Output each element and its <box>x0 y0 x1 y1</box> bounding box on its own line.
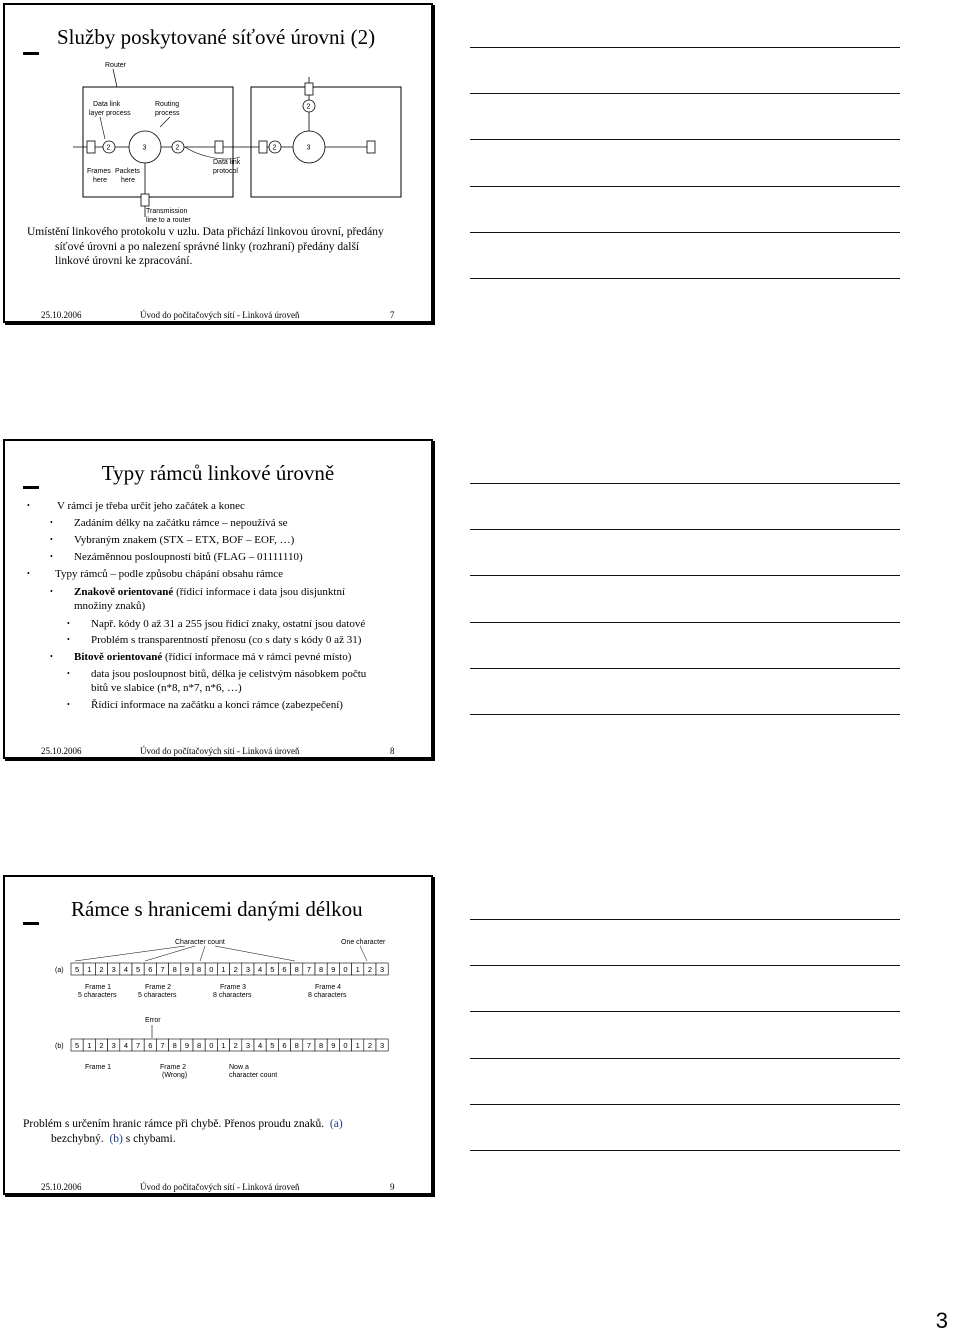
frame-cell-value: 1 <box>221 1041 226 1050</box>
svg-text:8 characters: 8 characters <box>213 992 252 999</box>
svg-text:5 characters: 5 characters <box>138 992 177 999</box>
frame-cell-value: 2 <box>367 1041 372 1050</box>
svg-text:protocol: protocol <box>213 168 238 175</box>
frame-cell-value: 1 <box>355 1041 360 1050</box>
svg-text:Frame 1: Frame 1 <box>85 1064 112 1071</box>
frame-cell-value: 7 <box>160 1041 165 1050</box>
slide-9: Rámce s hranicemi danými délkou Character count One character (a) (b) 5 1 2 3 4 5 6 7 8 9 8 0 1 2 3 4 5 6 8 7 8 9 0 1 2 3 5 1 2 3 4 7 6 7 8 9 8 0 1 2 3 4 5 6 8 7 8 9 0 1 2 3 Frame 1 5 characters Frame 2 5 characters Frame 3 8 characters Frame 4 8 characters Error Frame 1 Frame 2 (Wrong) Now a character count Problém s určením hranic rámce při chybě. Přenos proudu znaků. (a) bezchybný. (b) s chybami. 25.10.2006 Úvod do počítačových sítí - Linková úroveň 9 <box>3 875 433 1195</box>
frame-cell-value: 2 <box>233 1041 238 1050</box>
svg-text:Transmission: Transmission <box>146 208 188 215</box>
svg-text:(Wrong): (Wrong) <box>162 1072 188 1079</box>
frame-cell-value: 3 <box>380 1041 385 1050</box>
frame-cell-value: 5 <box>136 965 141 974</box>
frame-cell-value: 9 <box>184 965 189 974</box>
frame-cell-value: 4 <box>258 965 263 974</box>
svg-text:5 characters: 5 characters <box>78 992 117 999</box>
frame-cell-value: 3 <box>245 1041 250 1050</box>
svg-text:3: 3 <box>142 144 147 152</box>
svg-text:layer process: layer process <box>89 110 131 117</box>
title-accent <box>23 922 39 925</box>
svg-text:character count: character count <box>229 1072 278 1079</box>
svg-text:Character count: Character count <box>175 939 225 946</box>
caption: Problém s určením hranic rámce při chybě. Přenos proudu znaků. (a) bezchybný. (b) s chybami. <box>23 1118 343 1145</box>
frame-cell-value: 3 <box>111 1041 116 1050</box>
frame-cell-value: 8 <box>172 965 177 974</box>
frame-cell-value: 8 <box>319 965 324 974</box>
frame-cell-value: 5 <box>75 965 80 974</box>
frame-cell-value: 7 <box>306 1041 311 1050</box>
page-number: 3 <box>935 1308 948 1333</box>
slide-title: Služby poskytované síťové úrovni (2) <box>57 25 376 49</box>
svg-text:here: here <box>121 177 136 184</box>
frame-cell-value: 9 <box>184 1041 189 1050</box>
frame-cell-value: 2 <box>367 965 372 974</box>
frame-cell-value: 0 <box>209 1041 214 1050</box>
svg-text:Frame 2: Frame 2 <box>145 984 172 991</box>
svg-text:process: process <box>155 110 180 117</box>
frame-cell-value: 6 <box>148 1041 153 1050</box>
frame-row-b <box>71 1039 388 1051</box>
frame-cell-value: 0 <box>209 965 214 974</box>
svg-text:Frame 4: Frame 4 <box>315 984 342 991</box>
svg-text:(b): (b) <box>55 1043 64 1050</box>
svg-text:Data link: Data link <box>93 101 121 108</box>
slide-8: Typy rámců linkové úrovně • V rámci je třeba určit jeho začátek a konec • Zadáním délky na začátku rámce – nepoužívá se • Vybraným znakem (STX – ETX, BOF – EOF, …) • Nezáměnnou posloupností bitů (FLAG – 01111110) • Typy rámců – podle způsobu chápání obsahu rámce • Znakově orientované (řídicí informace i data jsou disjunktní množiny znaků) • Např. kódy 0 až 31 a 255 jsou řídicí znaky, ostatní jsou datové • Problém s transparentností přenosu (co s daty s kódy 0 až 31) • Bitově orientované (řídicí informace má v rámci pevné místo) • data jsou posloupnost bitů, délka je celistvým násobkem počtu bitů ve slabice (n*8, n*7, n*6, …) • Řídicí informace na začátku a konci rámce (zabezpečení) 25.10.2006 Úvod do počítačových sítí - Linková úroveň 8 <box>3 439 433 759</box>
frame-cell-value: 8 <box>172 1041 177 1050</box>
svg-text:Frame 2: Frame 2 <box>160 1064 187 1071</box>
frame-cell-value: 6 <box>148 965 153 974</box>
svg-text:line to a router: line to a router <box>146 217 191 224</box>
frame-cell-value: 8 <box>294 1041 299 1050</box>
frame-cell-value: 2 <box>99 965 104 974</box>
svg-text:2: 2 <box>272 144 277 152</box>
title-accent <box>23 486 39 489</box>
frame-cell-value: 3 <box>245 965 250 974</box>
frame-cell-value: 4 <box>123 965 128 974</box>
svg-text:Error: Error <box>145 1017 161 1024</box>
frame-cell-value: 2 <box>233 965 238 974</box>
slide-title: Typy rámců linkové úrovně <box>101 461 335 485</box>
svg-text:Now a: Now a <box>229 1064 249 1071</box>
svg-text:Routing: Routing <box>155 101 180 108</box>
frame-length-diagram <box>15 935 415 1085</box>
svg-text:8 characters: 8 characters <box>308 992 347 999</box>
router-diagram <box>75 57 455 224</box>
frame-cell-value: 5 <box>270 1041 275 1050</box>
svg-text:Packets: Packets <box>115 168 140 175</box>
frame-cell-value: 1 <box>87 965 92 974</box>
frame-row-a <box>71 963 388 975</box>
svg-text:Frames: Frames <box>87 168 111 175</box>
frame-cell-value: 5 <box>270 965 275 974</box>
frame-cell-value: 0 <box>343 1041 348 1050</box>
frame-cell-value: 0 <box>343 965 348 974</box>
frame-cell-value: 9 <box>331 965 336 974</box>
slide-7: Služby poskytované síťové úrovni (2) Router Data link layer process Routing process 2 3 2 2 3 2 Frames here Packets here Data link protocol Transmission line to a router Umístění linkového protokolu v uzlu. Data přichází linkovou úrovní, předány síťové úrovni a po nalezení správné linky (rozhraní) předány další linkové úrovni ke zpracování. 25.10.2006 Úvod do počítačových sítí - Linková úroveň 7 <box>3 3 433 323</box>
frame-cell-value: 8 <box>197 1041 202 1050</box>
svg-text:One character: One character <box>341 939 386 946</box>
caption: Umístění linkového protokolu v uzlu. Data přichází linkovou úrovní, předány síťové úrovni a po nalezení správné linky (rozhraní) předány další linkové úrovni ke zpracování. <box>27 226 384 267</box>
frame-cell-value: 4 <box>123 1041 128 1050</box>
frame-cell-value: 5 <box>75 1041 80 1050</box>
frame-cell-value: 9 <box>331 1041 336 1050</box>
svg-text:(a): (a) <box>55 967 64 974</box>
frame-cell-value: 6 <box>282 965 287 974</box>
frame-cell-value: 8 <box>294 965 299 974</box>
svg-text:2: 2 <box>306 103 311 111</box>
svg-text:Data link: Data link <box>213 159 241 166</box>
svg-text:2: 2 <box>106 144 111 152</box>
frame-cell-value: 7 <box>136 1041 141 1050</box>
router-label: Router <box>105 62 127 69</box>
frame-cell-value: 1 <box>355 965 360 974</box>
svg-text:3: 3 <box>306 144 311 152</box>
frame-cell-value: 7 <box>160 965 165 974</box>
frame-cell-value: 3 <box>111 965 116 974</box>
svg-text:here: here <box>93 177 108 184</box>
svg-text:2: 2 <box>175 144 180 152</box>
frame-cell-value: 4 <box>258 1041 263 1050</box>
svg-text:Frame 3: Frame 3 <box>220 984 247 991</box>
frame-cell-value: 2 <box>99 1041 104 1050</box>
frame-cell-value: 6 <box>282 1041 287 1050</box>
svg-text:Frame 1: Frame 1 <box>85 984 112 991</box>
frame-cell-value: 1 <box>221 965 226 974</box>
frame-cell-value: 8 <box>197 965 202 974</box>
title-accent <box>23 52 39 55</box>
frame-cell-value: 1 <box>87 1041 92 1050</box>
frame-cell-value: 3 <box>380 965 385 974</box>
frame-cell-value: 8 <box>319 1041 324 1050</box>
frame-cell-value: 7 <box>306 965 311 974</box>
slide-title: Rámce s hranicemi danými délkou <box>71 897 363 921</box>
